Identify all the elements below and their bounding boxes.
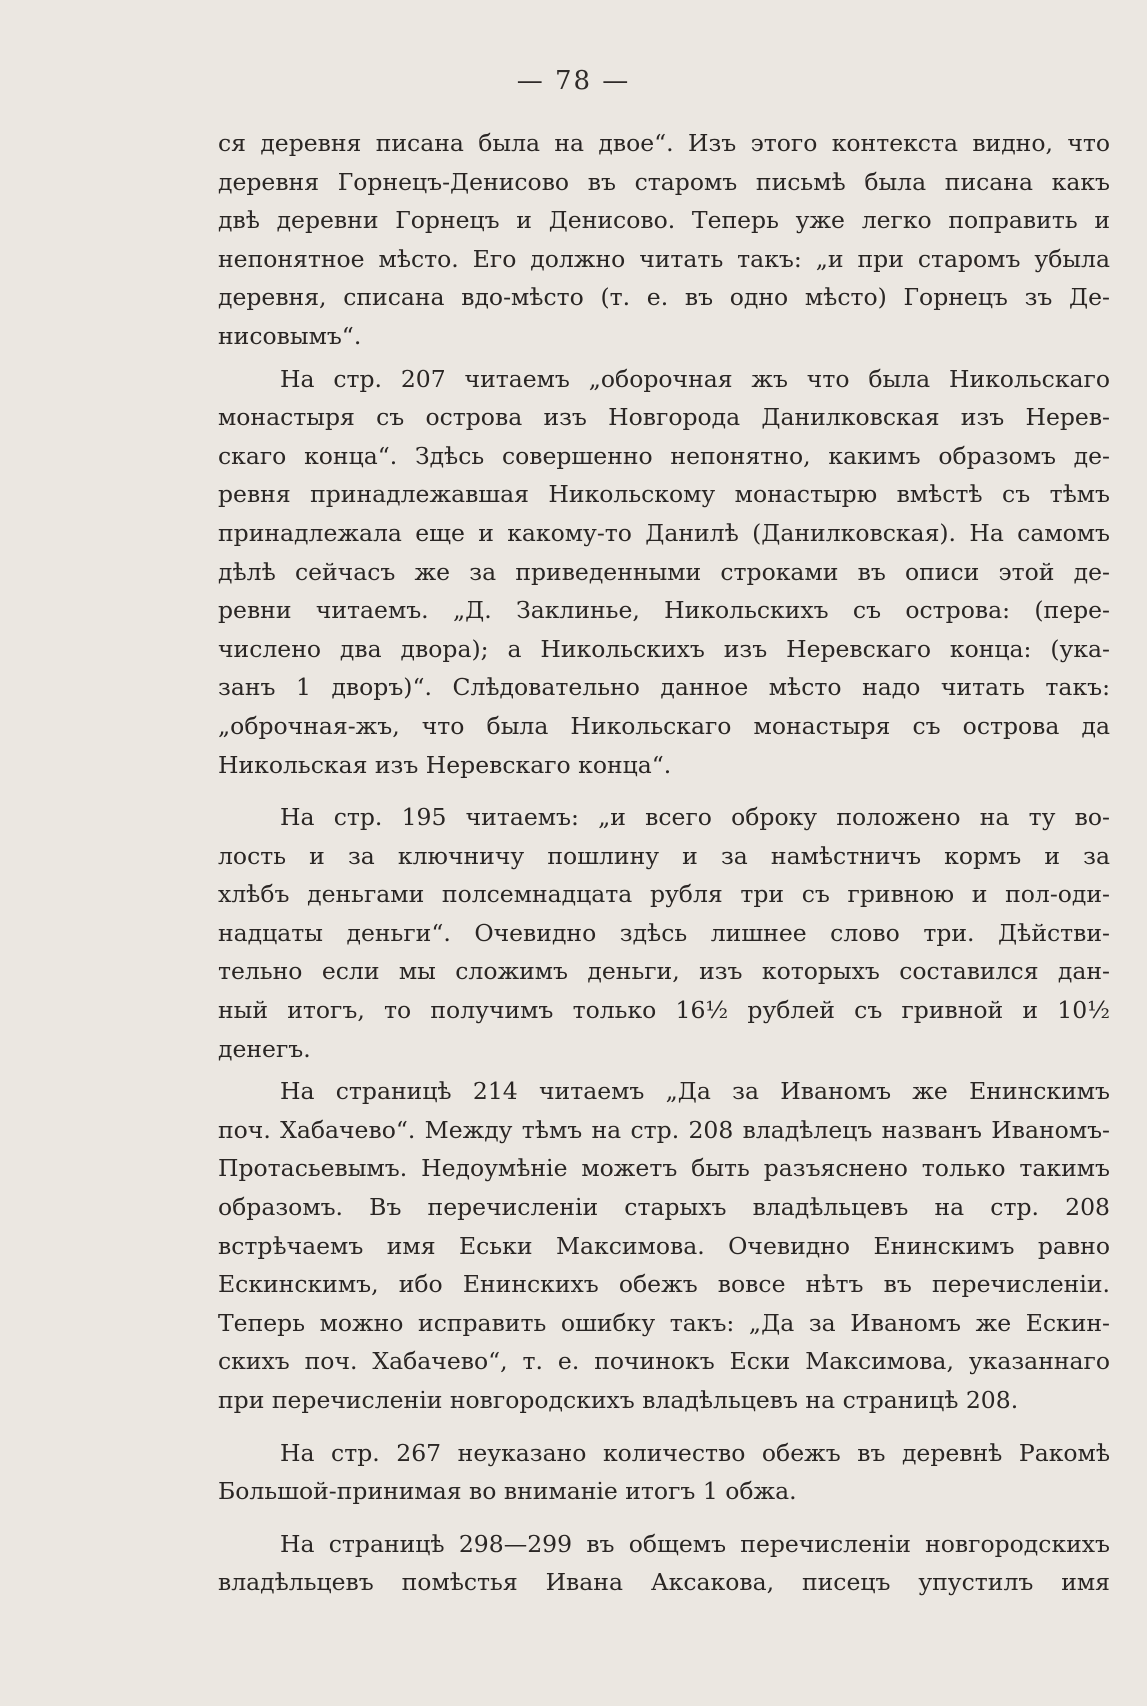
text-line: нисовымъ“. bbox=[218, 321, 362, 350]
page-number: — 78 — bbox=[516, 66, 631, 96]
text-line: владѣльцевъ помѣстья Ивана Аксакова, писецъ упустилъ имя bbox=[218, 1568, 1110, 1597]
text-line: Ескинскимъ, ибо Енинскихъ обежъ вовсе нѣтъ въ перечисленіи. bbox=[218, 1270, 1110, 1299]
text-line: скаго конца“. Здѣсь совершенно непонятно, какимъ образомъ де- bbox=[218, 441, 1110, 470]
text-line: „оброчная-жъ, что была Никольскаго монастыря съ острова да bbox=[218, 711, 1110, 740]
text-line: монастыря съ острова изъ Новгорода Данилковская изъ Нерев- bbox=[218, 403, 1110, 432]
text-line: тельно если мы сложимъ деньги, изъ которыхъ составился дан- bbox=[218, 957, 1110, 986]
text-line: хлѣбъ деньгами полсемнадцата рубля три съ гривною и пол-оди- bbox=[218, 880, 1110, 909]
text-line: деревня, списана вдо-мѣсто (т. е. въ одно мѣсто) Горнецъ зъ Де- bbox=[218, 283, 1110, 312]
text-line: На страницѣ 214 читаемъ „Да за Иваномъ же Енинскимъ bbox=[280, 1077, 1110, 1106]
text-line: денегъ. bbox=[218, 1034, 311, 1063]
text-line: дѣлѣ сейчасъ же за приведенными строками въ описи этой де- bbox=[218, 557, 1110, 586]
body-text bbox=[218, 124, 1110, 1616]
text-line: деревня Горнецъ-Денисово въ старомъ письмѣ была писана какъ bbox=[218, 167, 1110, 196]
text-line: Протасьевымъ. Недоумѣніе можетъ быть разъяснено только такимъ bbox=[218, 1154, 1110, 1183]
text-line: числено два двора); а Никольскихъ изъ Неревскаго конца: (ука- bbox=[218, 634, 1110, 663]
text-line: принадлежала еще и какому-то Данилѣ (Данилковская). На самомъ bbox=[218, 518, 1110, 547]
paragraph-6 bbox=[218, 1525, 1110, 1602]
text-line: Никольская изъ Неревскаго конца“. bbox=[218, 750, 672, 779]
paragraph-5 bbox=[218, 1434, 1110, 1511]
text-line: ный итогъ, то получимъ только 16½ рублей съ гривной и 10½ bbox=[218, 996, 1110, 1025]
text-line: Большой-принимая во вниманіе итогъ 1 обжа. bbox=[218, 1477, 797, 1506]
text-line: ревни читаемъ. „Д. Заклинье, Никольскихъ съ острова: (пере- bbox=[218, 596, 1110, 625]
text-line: при перечисленіи новгородскихъ владѣльцевъ на страницѣ 208. bbox=[218, 1386, 1019, 1414]
text-line: ся деревня писана была на двое“. Изъ этого контекста видно, что bbox=[218, 129, 1110, 157]
paragraph-4 bbox=[218, 1072, 1110, 1419]
text-line: встрѣчаемъ имя Еськи Максимова. Очевидно Енинскимъ равно bbox=[218, 1231, 1110, 1260]
text-line: Теперь можно исправить ошибку такъ: „Да за Иваномъ же Ескин- bbox=[218, 1308, 1110, 1337]
text-line: На стр. 195 читаемъ: „и всего оброку положено на ту во- bbox=[280, 803, 1110, 832]
paragraph-1 bbox=[218, 124, 1110, 356]
text-line: образомъ. Въ перечисленіи старыхъ владѣльцевъ на стр. 208 bbox=[218, 1193, 1110, 1222]
text-line: На стр. 267 неуказано количество обежъ въ деревнѣ Ракомѣ bbox=[280, 1438, 1110, 1467]
text-line: поч. Хабачево“. Между тѣмъ на стр. 208 владѣлецъ названъ Иваномъ- bbox=[218, 1115, 1110, 1144]
text-line: скихъ поч. Хабачево“, т. е. починокъ Ески Максимова, указаннаго bbox=[218, 1347, 1110, 1376]
paragraph-2 bbox=[218, 360, 1110, 785]
text-line: На стр. 207 читаемъ „оборочная жъ что была Никольскаго bbox=[280, 364, 1110, 393]
text-line: ревня принадлежавшая Никольскому монастырю вмѣстѣ съ тѣмъ bbox=[218, 480, 1110, 509]
text-line: двѣ деревни Горнецъ и Денисово. Теперь уже легко поправить и bbox=[218, 206, 1110, 235]
text-line: занъ 1 дворъ)“. Слѣдовательно данное мѣсто надо читать такъ: bbox=[218, 673, 1110, 702]
paragraph-3 bbox=[218, 798, 1110, 1068]
text-line: лость и за ключничу пошлину и за намѣстничъ кормъ и за bbox=[218, 841, 1110, 870]
text-line: На страницѣ 298—299 въ общемъ перечисленіи новгородскихъ bbox=[280, 1529, 1110, 1558]
text-line: надцаты деньги“. Очевидно здѣсь лишнее слово три. Дѣйстви- bbox=[218, 918, 1110, 947]
text-line: непонятное мѣсто. Его должно читать такъ: „и при старомъ убыла bbox=[218, 244, 1110, 273]
